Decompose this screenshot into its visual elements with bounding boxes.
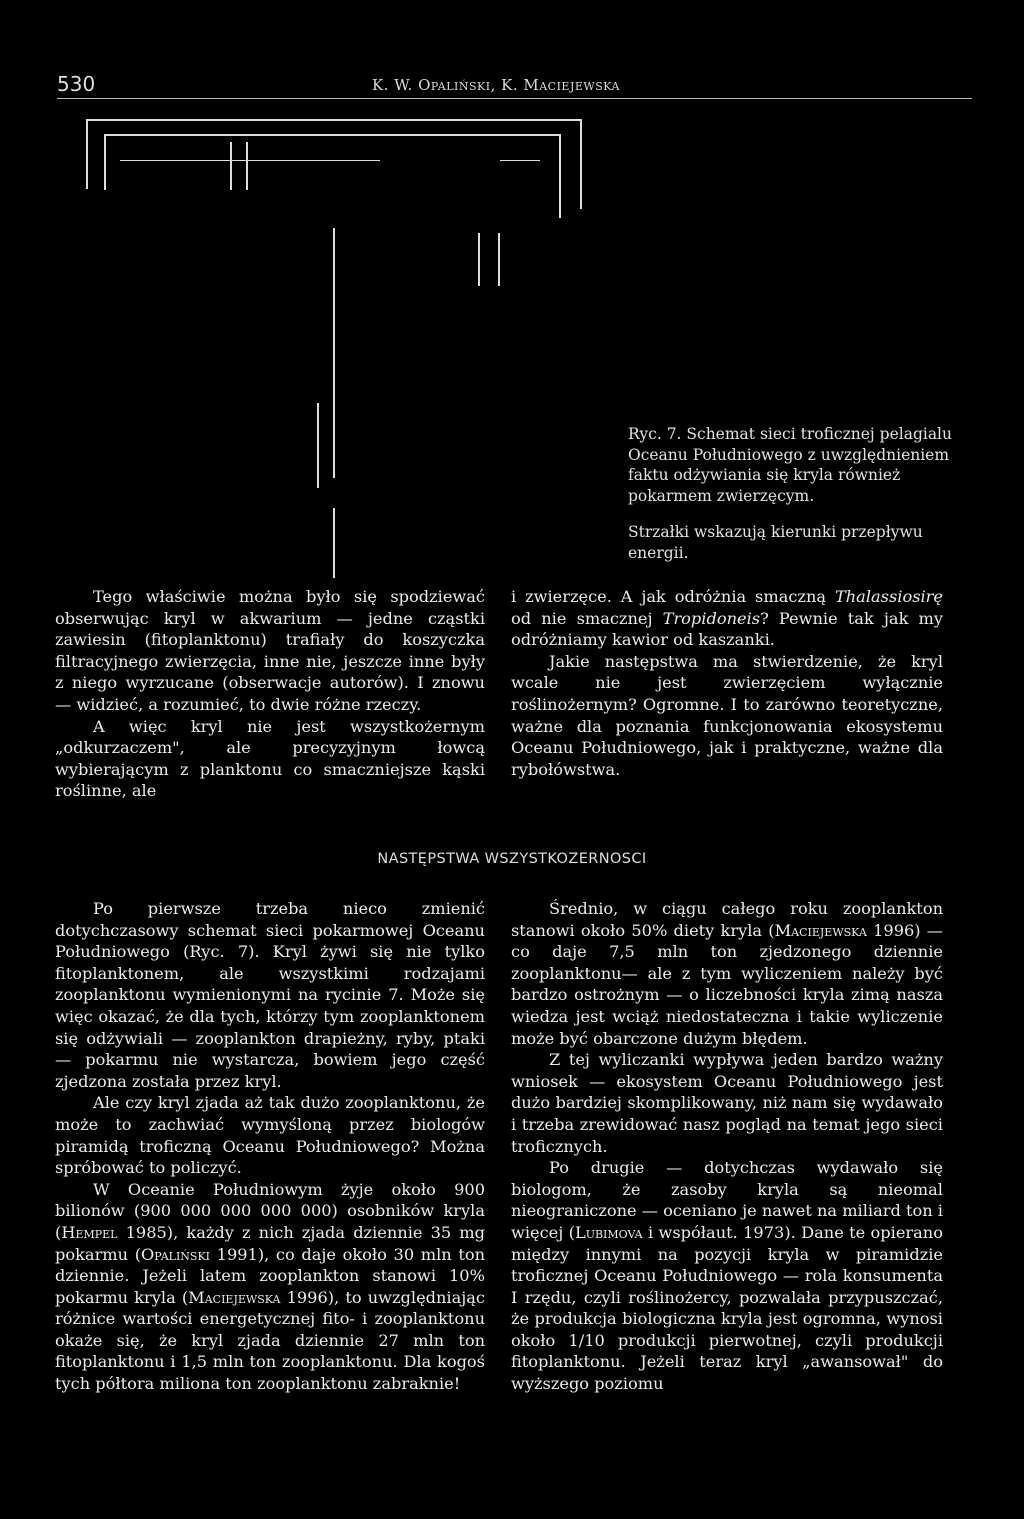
lower-right-column: [511, 898, 943, 1395]
running-header-authors: K. W. Opaliński, K. Maciejewska: [372, 76, 620, 94]
upper-right-column: [511, 586, 943, 780]
diagram-line: [86, 119, 582, 121]
header-rule: [57, 98, 972, 99]
diagram-line: [230, 142, 232, 190]
diagram-line: [500, 160, 540, 161]
paragraph: i zwierzęce. A jak odróżnia smaczną Thalassiosirę od nie smacznej Tropidoneis? Pewnie tak jak my odróżniamy kawior od kaszanki.: [511, 587, 944, 650]
diagram-line: [580, 119, 582, 209]
figure-caption: [628, 424, 954, 563]
paragraph: W Oceanie Południowym żyje około 900 bilionów (900 000 000 000 000) osobników kryla (Hempel 1985), każdy z nich zjada dziennie 35 mg pokarmu (Opaliński 1991), co daje około 30 mln ton dziennie. Jeżeli latem zooplankton stanowi 10% pokarmu kryla (Maciejewska 1996), to uwzględniając różnice wartości energetycznej fito- i zooplanktonu okaże się, że kryl zjada dziennie 27 mln ton fitoplanktonu i 1,5 mln ton zooplanktonu. Dla kogoś tych półtora miliona ton zooplanktonu zabraknie!: [55, 1179, 485, 1394]
diagram-line: [246, 142, 248, 190]
upper-left-column: [55, 586, 485, 802]
paragraph: Średnio, w ciągu całego roku zooplankton stanowi około 50% diety kryla (Maciejewska 1996) — co daje 7,5 mln ton zjedzonego dziennie zooplanktonu— ale z tym wyliczeniem należy być bardzo ostrożnym — o liczebności kryla zimą nasza wiedza jest wciąż niedostateczna i takie wyliczenie może być obarczone dużym błędem.: [511, 899, 943, 1048]
diagram-line: [104, 134, 106, 190]
lower-left-column: [55, 898, 485, 1395]
page-number: 530: [57, 72, 96, 96]
diagram-line: [120, 160, 380, 161]
paragraph: Po pierwsze trzeba nieco zmienić dotychczasowy schemat sieci pokarmowej Oceanu Południowego (Ryc. 7). Kryl żywi się nie tylko fitoplanktonem, ale wszystkimi rodzajami zooplanktonu wymienionymi na rycinie 7. Może się więc okazać, że dla tych, którzy tym zooplanktonem się odżywiali — zooplankton drapieżny, ryby, ptaki — pokarmu nie wystarcza, bowiem jego część zjedzona została przez kryl.: [55, 899, 485, 1091]
diagram-line: [478, 233, 480, 286]
diagram-line: [86, 119, 88, 189]
caption-note: Strzałki wskazują kierunki przepływu energii.: [628, 523, 923, 562]
paragraph: Tego właściwie można było się spodziewać obserwując kryl w akwarium — jedne cząstki zawiesin (fitoplanktonu) trafiały do koszyczka filtracyjnego zwierzęcia, inne nie, jeszcze inne były z niego wyrzucane (obserwacje autorów). I znowu — widzieć, a rozumieć, to dwie różne rzeczy.: [55, 587, 485, 714]
diagram-line: [333, 508, 335, 578]
section-heading: NASTĘPSTWA WSZYSTKOZERNOSCI: [377, 851, 647, 867]
diagram-line: [317, 403, 319, 488]
food-web-diagram: [80, 108, 600, 578]
paragraph: Z tej wyliczanki wypływa jeden bardzo ważny wniosek — ekosystem Oceanu Południowego jest dużo bardziej skomplikowany, niż nam się wydawało i trzeba zrewidować nasz pogląd na temat jego sieci troficznych.: [511, 1050, 943, 1156]
paragraph: Jakie następstwa ma stwierdzenie, że kryl wcale nie jest zwierzęciem wyłącznie roślinożernym? Ogromne. I to zarówno teoretyczne, ważne dla poznania funkcjonowania ekosystemu Oceanu Południowego, jak i praktyczne, ważne dla rybołówstwa.: [511, 651, 943, 779]
caption-text: Ryc. 7. Schemat sieci troficznej pelagialu Oceanu Południowego z uwzględnieniem faktu odżywiania się kryla również pokarmem zwierzęcym.: [628, 425, 953, 505]
diagram-line: [104, 134, 561, 136]
diagram-line: [333, 228, 335, 478]
paragraph: Ale czy kryl zjada aż tak dużo zooplanktonu, że może to zachwiać wymyśloną przez biologów piramidą troficzną Oceanu Południowego? Można spróbować to policzyć.: [55, 1093, 485, 1178]
diagram-line: [498, 233, 500, 286]
paragraph: A więc kryl nie jest wszystkożernym „odkurzaczem", ale precyzyjnym łowcą wybierającym z planktonu co smaczniejsze kąski roślinne, ale: [55, 716, 485, 801]
paragraph: Po drugie — dotychczas wydawało się biologom, że zasoby kryla są nieomal nieograniczone — oceniano je nawet na miliard ton i więcej (Lubimova i współaut. 1973). Dane te opierano między innymi na pozycji kryla w piramidzie troficznej Oceanu Południowego — rola konsumenta I rzędu, czyli roślinożercy, pozwalała przypuszczać, że produkcja biologiczna kryla jest ogromna, wynosi około 1/10 produkcji pierwotnej, czyli produkcji fitoplanktonu. Jeżeli teraz kryl „awansował" do wyższego poziomu: [511, 1158, 943, 1394]
diagram-line: [559, 134, 561, 218]
